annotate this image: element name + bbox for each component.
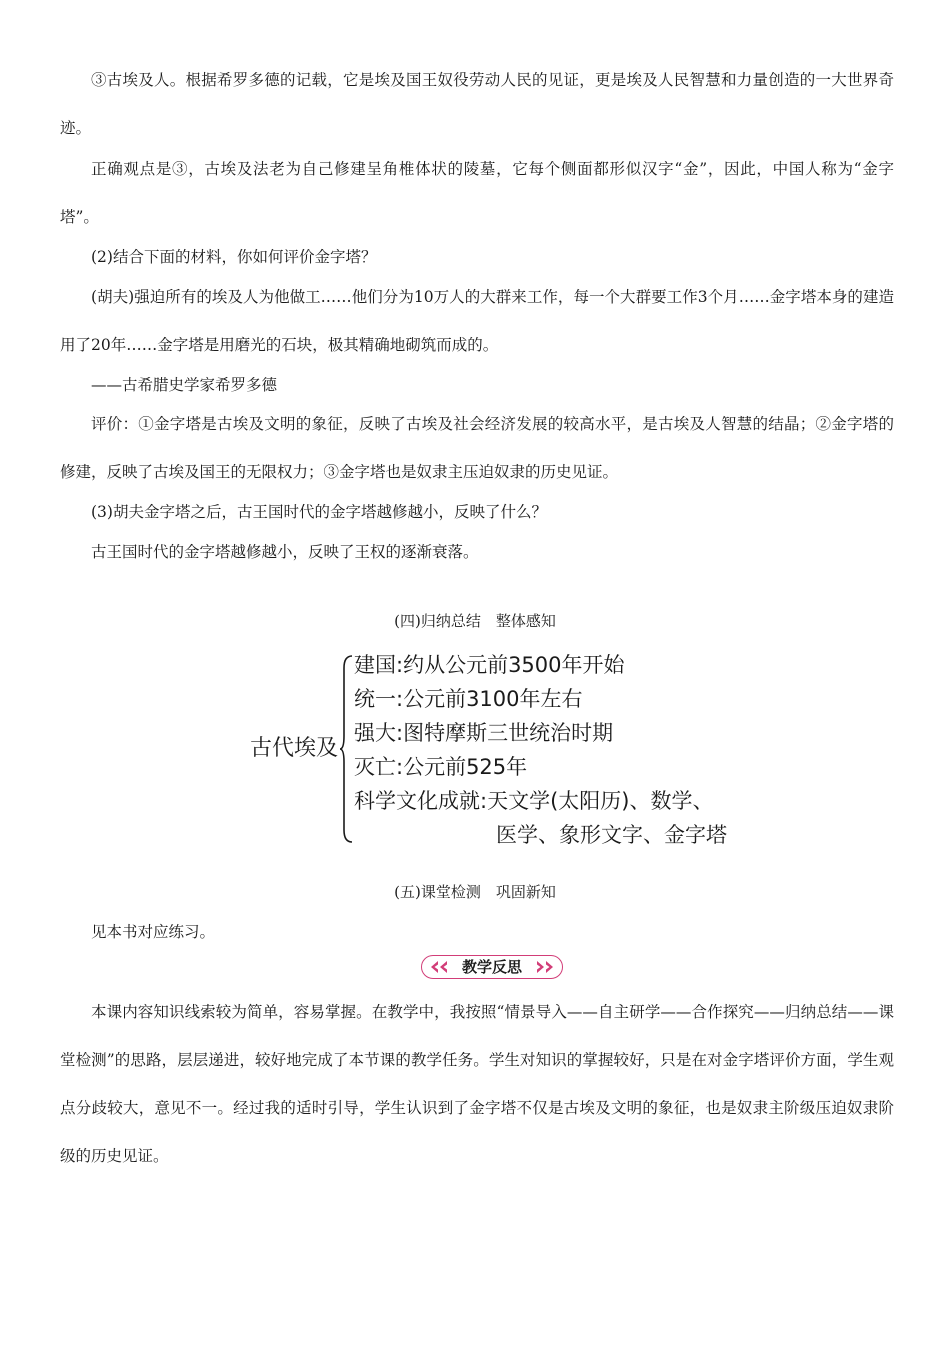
section-5-text: 见本书对应练习。 [91, 923, 216, 941]
paragraph-material: (胡夫)强迫所有的埃及人为他做工……他们分为10万人的大群来工作，每一个大群要工作3个月……金字塔本身的建造用了20年……金字塔是用磨光的石块，极其精确地砌筑而成的。 [60, 288, 894, 354]
question-2: (2)结合下面的材料，你如何评价金字塔？ [91, 248, 377, 266]
answer-3: 古王国时代的金字塔越修越小，反映了王权的逐渐衰落。 [91, 543, 479, 561]
summary-item-achievements-cont: 医学、象形文字、金字塔 [496, 823, 727, 847]
summary-item-fall: 灭亡:公元前525年 [354, 755, 528, 779]
summary-diagram [250, 648, 770, 848]
summary-root: 古代埃及 [250, 736, 339, 761]
summary-item-unification: 统一:公元前3100年左右 [354, 687, 583, 711]
badge-label: 教学反思 [461, 958, 522, 976]
paragraph-reflection: 本课内容知识线索较为简单，容易掌握。在教学中，我按照“情景导入——自主研学——合作探究——归纳总结——课堂检测”的思路，层层递进，较好地完成了本节课的教学任务。学生对知识的掌握较好，只是在对金字塔评价方面，学生观点分歧较大，意见不一。经过我的适时引导，学生认识到了金字塔不仅是古埃及文明的象征，也是奴隶主阶级压迫奴隶阶级的历史见证。 [60, 1003, 894, 1165]
reflection-badge [421, 955, 563, 979]
paragraph-ancient-egyptians: ③古埃及人。根据希罗多德的记载，它是埃及国王奴役劳动人民的见证，更是埃及人民智慧和力量创造的一大世界奇迹。 [60, 71, 894, 137]
double-chevron-right-icon [533, 960, 555, 974]
summary-item-peak: 强大:图特摩斯三世统治时期 [354, 721, 614, 745]
question-3: (3)胡夫金字塔之后，古王国时代的金字塔越修越小，反映了什么？ [91, 503, 547, 521]
summary-item-founding: 建国:约从公元前3500年开始 [354, 653, 625, 677]
section-5-heading: (五)课堂检测 巩固新知 [394, 883, 556, 901]
brace-icon [340, 654, 354, 844]
summary-item-achievements: 科学文化成就:天文学(太阳历)、数学、 [354, 789, 714, 813]
material-source: ——古希腊史学家希罗多德 [91, 376, 278, 394]
paragraph-correct-view: 正确观点是③，古埃及法老为自己修建呈角椎体状的陵墓，它每个侧面都形似汉字“金”，因此，中国人称为“金字塔”。 [60, 160, 894, 226]
section-4-heading: (四)归纳总结 整体感知 [394, 612, 556, 630]
paragraph-evaluation: 评价：①金字塔是古埃及文明的象征，反映了古埃及社会经济发展的较高水平，是古埃及人智慧的结晶；②金字塔的修建，反映了古埃及国王的无限权力；③金字塔也是奴隶主压迫奴隶的历史见证。 [60, 415, 894, 481]
